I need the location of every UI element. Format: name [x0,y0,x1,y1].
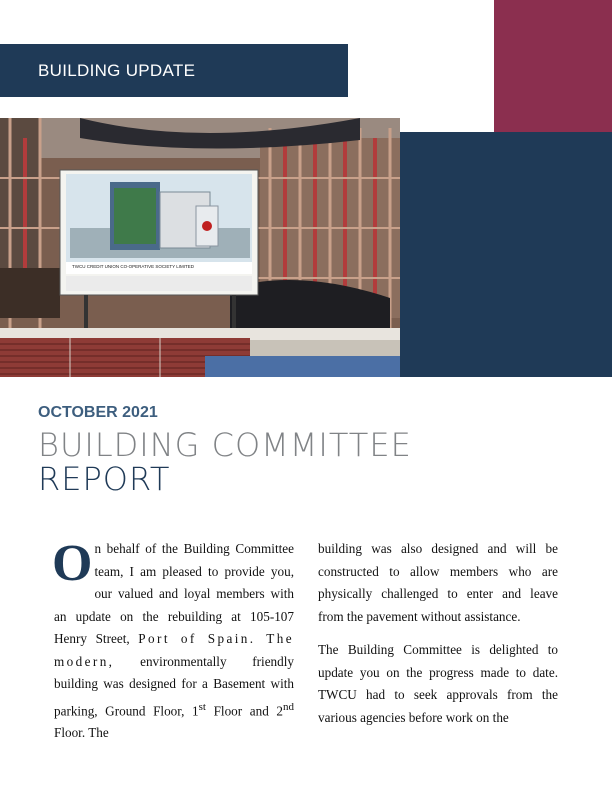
drop-cap: O [52,535,93,592]
intro-text-tracked: Port of Spain. The modern, [54,631,294,669]
intro-text-1: n behalf of the Building Committee team, I am pleased to provide you, our valued and loyal members with an update on the rebuilding at 105-107 Henry Street, [54,541,294,646]
paragraph-accessibility: building was also designed and will be constructed to allow members who are physically challenged to enter and leave from the pavement without assistance. [318,541,558,624]
superscript-st: st [198,700,206,713]
navy-accent-block [400,132,612,377]
paragraph-progress: The Building Committee is delighted to update you on the progress made to date. TWCU had to seek approvals from the various agencies before work on the [318,642,558,725]
svg-text:TWCU CREDIT UNION CO-OPERATIVE: TWCU CREDIT UNION CO-OPERATIVE SOCIETY LIMITED [72,264,195,269]
superscript-nd: nd [283,700,294,713]
article-column-right [318,538,558,729]
report-date: OCTOBER 2021 [38,404,158,421]
section-label: BUILDING UPDATE [38,61,196,80]
intro-text-2: environmentally friendly building was designed for a Basement with parking, Ground Floor, 1 [54,653,294,718]
report-title-line-2: REPORT [38,460,171,498]
intro-paragraph [52,535,294,745]
article-column-left [52,535,294,745]
intro-text-4: Floor. The [54,725,109,741]
report-title-line-1: BUILDING COMMITTEE [38,426,412,464]
intro-text-3: Floor and 2 [205,702,283,718]
construction-site-photo [0,118,400,377]
maroon-accent-block [494,0,612,132]
